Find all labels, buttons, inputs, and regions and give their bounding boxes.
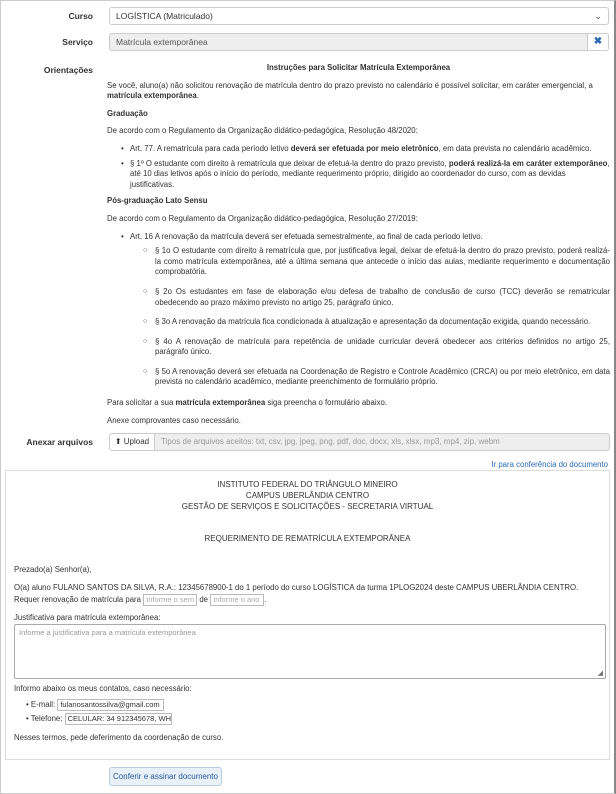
document-preview — [5, 470, 610, 760]
anexar-label: Anexar arquivos — [26, 437, 93, 447]
closing-end: siga preencha o formulário abaixo. — [265, 398, 387, 408]
list-item: ○ § 2o Os estudantes em fase de elaboração e/ou defesa de trabalho de conclusão de curso (TCC) deverão se rematricular obedecendo ao prazo máximo previsto no artigo 25, parágrafo único. — [107, 287, 610, 308]
body-text: O(a) aluno FULANO SANTOS DA SILVA, R.A.: 12345678900-1 do 1 período do curso LOGÍSTICA da turma 1PLOG2024 deste CAMPUS UBERLÂNDIA CENTRO. Requer renovação de matrícula para — [14, 583, 579, 605]
contacts-label: Informo abaixo os meus contatos, caso necessário: — [14, 684, 192, 693]
curso-value: LOGÍSTICA (Matriculado) — [116, 11, 213, 21]
instructions-closing — [107, 398, 610, 409]
curso-row — [1, 7, 614, 25]
pos-graduacao-regulation: De acordo com o Regulamento da Organização didático-pedagógica, Resolução 27/2019: — [107, 213, 418, 223]
phone-item: • Telefone: CELULAR: 34 912345678, WH — [26, 714, 171, 724]
curso-label: Curso — [68, 11, 93, 21]
document-body — [14, 582, 601, 606]
graduacao-title: Graduação — [107, 108, 148, 118]
list-item: ○ § 1o O estudante com direito à rematrícula que, por justificativa legal, deixar de efetuá-la dentro do prazo previsto, poderá realizá-la como matrícula extemporânea, até a última semana que antecede o início das aulas, mediante requerimento e documentação comprobatória. — [107, 246, 610, 278]
art77-text: Art. 77. A rematrícula para cada período letivo — [130, 143, 291, 153]
resize-grip-icon[interactable]: ◢ — [597, 670, 603, 677]
intro-bold: matrícula extemporânea — [107, 91, 197, 101]
justification-label: Justificativa para matrícula extemporânea: — [14, 613, 161, 622]
justification-textarea[interactable] — [14, 624, 606, 679]
art77-bold: deverá ser efetuada por meio eletrônico — [290, 143, 439, 153]
par1-end: , até 10 dias letivos após o início do período, mediante requerimento próprio, dirigido ao coordenador do curso, com as devidas justificativas. — [130, 158, 610, 189]
semester-input[interactable]: Informe o sem — [143, 594, 197, 606]
curso-select[interactable] — [109, 7, 609, 25]
phone-input[interactable]: CELULAR: 34 912345678, WH — [65, 713, 172, 725]
graduacao-regulation: De acordo com o Regulamento da Organização didático-pedagógica, Resolução 48/2020: — [107, 126, 418, 136]
file-types-field[interactable]: Tipos de arquivos aceitos: txt, csv, jpg, jpeg, png, pdf, doc, docx, xls, xlsx, mp3, mp4, zip, webm — [155, 433, 610, 451]
instructions-intro — [107, 81, 610, 102]
document-title: REQUERIMENTO DE REMATRÍCULA EXTEMPORÂNEA — [204, 534, 411, 543]
par1-text: § 1º O estudante com direito à rematrícula que deixar de efetuá-la dentro do prazo previsto, — [130, 158, 449, 168]
sign-document-button[interactable]: Conferir e assinar documento — [109, 767, 222, 786]
closing-text: Para solicitar a sua — [107, 398, 176, 408]
year-input[interactable]: Informe o ano — [210, 594, 264, 606]
list-item: ○ § 5o A renovação deverá ser efetuada na Coordenação de Registro e Controle Acadêmico (CRCA) ou por meio eletrônico, em data prevista no calendário acadêmico, mediante preenchimento de formulário próprio. — [107, 367, 610, 388]
phone-label: Telefone: — [30, 714, 63, 724]
department-name: GESTÃO DE SERVIÇOS E SOLICITAÇÕES - SECRETARIA VIRTUAL — [181, 502, 434, 511]
intro-text: Se você, aluno(a) não solicitou renovação de matrícula dentro do prazo previsto no calendário é possível solicitar, em caráter emergencial, a — [107, 80, 593, 90]
intro-end: . — [196, 91, 199, 101]
closing-bold: matrícula extemporânea — [175, 398, 266, 408]
servico-row — [1, 33, 614, 51]
email-item: • E-mail: fulanosantossilva@gmail.com — [14, 699, 601, 711]
upload-button[interactable] — [109, 433, 155, 451]
anexar-row — [1, 433, 614, 451]
justification-placeholder: Informe a justificativa para a matrícula extemporânea — [19, 628, 196, 637]
list-item: • Art. 16 A renovação da matrícula deverá ser efetuada semestralmente, ao final de cada período letivo. — [107, 232, 610, 243]
pos-graduacao-title: Pós-graduação Lato Sensu — [107, 196, 208, 206]
list-item: ○ § 3o A renovação da matrícula fica condicionada à atualização e apresentação da documentação exigida, quando necessário. — [107, 317, 610, 328]
institution-name: INSTITUTO FEDERAL DO TRIÂNGULO MINEIRO — [217, 480, 398, 489]
greeting-text: Prezado(a) Senhor(a), — [14, 565, 92, 574]
close-icon: ✖ — [593, 36, 603, 47]
instructions-panel — [107, 63, 610, 433]
instructions-annex-note: Anexe comprovantes caso necessário. — [107, 415, 241, 425]
conferencia-link[interactable]: Ir para conferência do documento — [491, 460, 608, 469]
upload-label: Upload — [123, 437, 150, 446]
orientacoes-label: Orientações — [43, 65, 93, 75]
par1-bold: poderá realizá-la em caráter extemporâneo — [448, 158, 608, 168]
art77-end: , em data prevista no calendário acadêmico. — [438, 143, 592, 153]
instructions-heading: Instruções para Solicitar Matrícula Extemporânea — [266, 63, 451, 72]
upload-icon: ⬆ — [114, 437, 122, 446]
closing-text: Nesses termos, pede deferimento da coordenação de curso. — [14, 733, 224, 742]
email-label: E-mail: — [30, 700, 56, 710]
servico-label: Serviço — [62, 37, 93, 47]
campus-name: CAMPUS UBERLÂNDIA CENTRO — [245, 491, 370, 500]
de-text: de — [199, 595, 209, 605]
clear-servico-button[interactable] — [588, 33, 609, 51]
graduacao-list — [107, 144, 610, 190]
email-input[interactable]: fulanosantossilva@gmail.com — [57, 699, 164, 711]
body-end: . — [264, 595, 267, 605]
pos-graduacao-list — [107, 232, 610, 243]
art16-sublist — [107, 246, 610, 388]
list-item: ○ § 4o A renovação de matrícula para repetência de unidade curricular deverá obedecer aos critérios definidos no artigo 25, parágrafo único. — [107, 337, 610, 358]
servico-field[interactable]: Matrícula extemporânea — [109, 33, 588, 51]
chevron-down-icon: ⌄ — [594, 11, 602, 21]
list-item — [107, 159, 610, 191]
list-item — [107, 144, 610, 155]
